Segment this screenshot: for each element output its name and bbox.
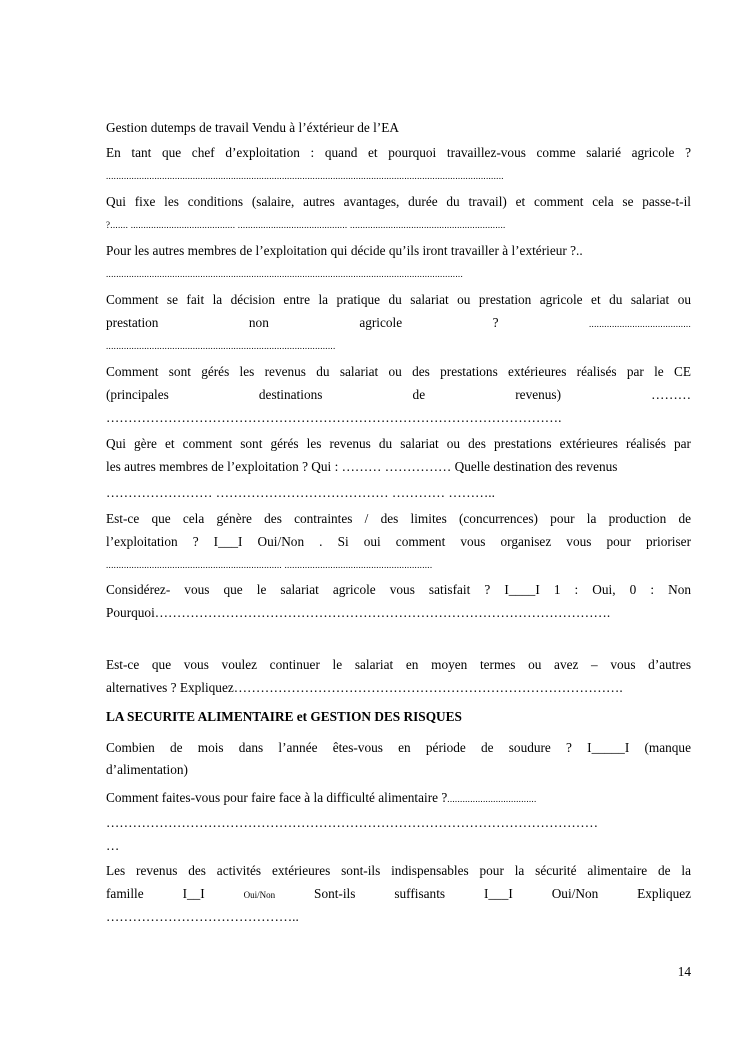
question-line: les autres membres de l’exploitation ? Qui : ……… …………… Quelle destination des revenus (106, 459, 618, 474)
answer-dots: ………………………………………………………………………………………………… (106, 815, 598, 830)
answer-dots: ?....... ......................................... ........................................... ............................................................. (106, 220, 506, 230)
option-label: Oui/Non (243, 890, 276, 900)
text-fragment: suffisants (394, 886, 446, 901)
question-line: Est-ce que vous voulez continuer le salariat en moyen termes ou avez – vous d’autres (106, 657, 691, 672)
answer-dots: .......................................................................................... (106, 341, 336, 351)
text-fragment: destinations (258, 387, 323, 402)
page-number: 14 (677, 964, 691, 979)
text-fragment: agricole ? (359, 315, 499, 330)
answer-dots: ..................................................................... .......................................................... (106, 560, 433, 570)
answer-dots: ........................................ (589, 319, 691, 329)
question-line: Combien de mois dans l’année êtes-vous en période de soudure ? I_____I (manque (106, 740, 691, 755)
answer-dots: …………………………………….. (106, 909, 299, 924)
text-fragment: Sont-ils (314, 886, 356, 901)
text-fragment: revenus) (515, 387, 562, 402)
section-subtitle: Gestion dutemps de travail Vendu à l’éxtérieur de l’EA (106, 120, 399, 135)
question-line: alternatives ? Expliquez……………………………………………………………………………. (106, 680, 623, 695)
section-heading: LA SECURITE ALIMENTAIRE et GESTION DES RISQUES (106, 709, 462, 724)
question-line: l’exploitation ? I___I Oui/Non . Si oui comment vous organisez vous pour prioriser (106, 534, 691, 549)
question-line: Pour les autres membres de l’exploitation qui décide qu’ils iront travailler à l’extérieur ?.. (106, 243, 583, 258)
question-line (106, 790, 691, 807)
question-line: Comment sont gérés les revenus du salariat ou des prestations extérieures réalisés par le CE (106, 364, 691, 379)
text-fragment: famille (106, 886, 144, 901)
question-line: En tant que chef d’exploitation : quand et pourquoi travaillez-vous comme salarié agricole ? (106, 145, 691, 160)
text-fragment: Comment faites-vous pour faire face à la difficulté alimentaire ? (106, 790, 448, 805)
question-line: Pourquoi…………………………………………………………………………………………. (106, 605, 611, 620)
answer-dots: … (106, 838, 120, 853)
question-line: d’alimentation) (106, 762, 188, 777)
text-fragment: I___I (483, 886, 513, 901)
question-line: Comment se fait la décision entre la pratique du salariat ou prestation agricole et du salariat ou (106, 292, 691, 307)
text-fragment: Expliquez (637, 886, 691, 901)
text-fragment: I__I (182, 886, 205, 901)
question-line: Qui fixe les conditions (salaire, autres avantages, durée du travail) et comment cela se passe-t-il (106, 194, 691, 209)
question-line (106, 315, 691, 332)
question-line (106, 886, 691, 903)
question-line: Considérez- vous que le salariat agricole vous satisfait ? I____I 1 : Oui, 0 : Non (106, 582, 691, 597)
answer-dots: ............................................................................................................................................ (106, 269, 463, 279)
text-fragment: de (412, 387, 426, 402)
answer-dots: ……… (651, 387, 691, 402)
text-fragment: prestation (106, 315, 159, 330)
question-line: Les revenus des activités extérieures sont-ils indispensables pour la sécurité alimentaire de la (106, 863, 691, 878)
question-line: Est-ce que cela génère des contraintes / des limites (concurrences) pour la production de (106, 511, 691, 526)
text-fragment: (principales (106, 387, 169, 402)
question-line (106, 387, 691, 403)
text-fragment: Oui/Non (551, 886, 599, 901)
answer-dots: ............................................................................................................................................................ (106, 171, 504, 181)
question-line: Qui gère et comment sont gérés les revenus du salariat ou des prestations extérieures réalisés par (106, 436, 691, 451)
answer-dots: ................................... (447, 794, 537, 804)
answer-dots: …………………………………………………………………………………………. (106, 410, 562, 425)
text-fragment: non (248, 315, 269, 330)
answer-dots: …………………… ………………………………… ………… ……….. (106, 485, 495, 500)
